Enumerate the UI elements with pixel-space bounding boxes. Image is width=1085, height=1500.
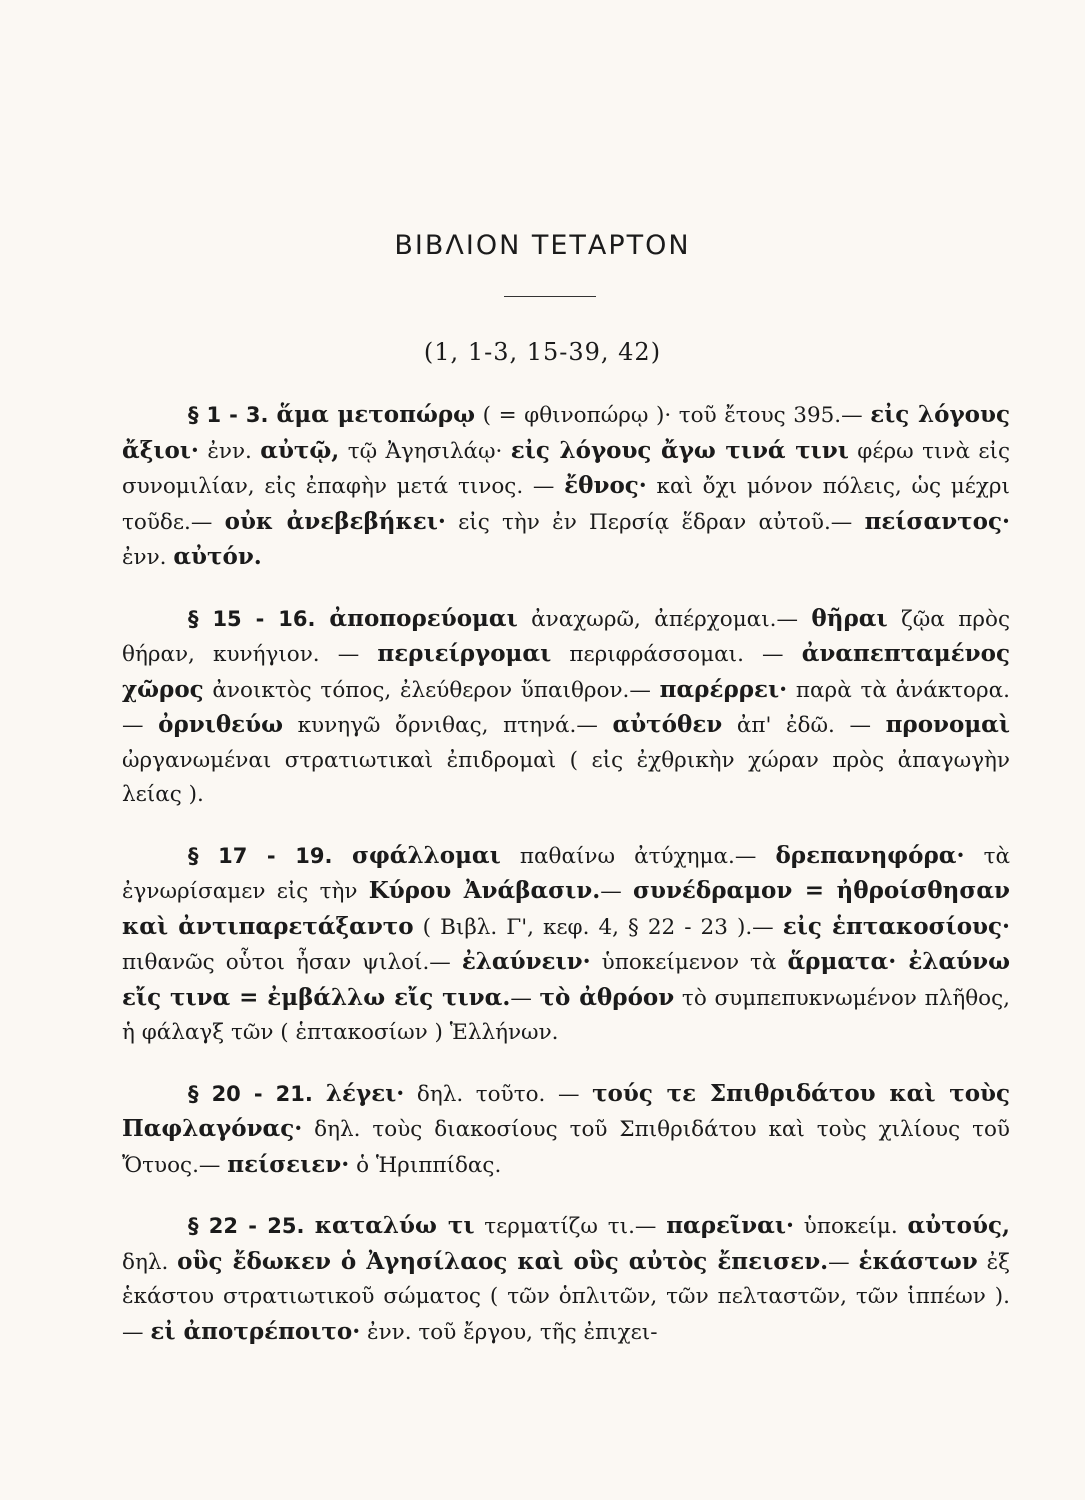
- lemma-term: παρεῖναι·: [666, 1212, 794, 1239]
- book-title: ΒΙΒΛΙΟΝ ΤΕΤΑΡΤΟΝ: [394, 230, 691, 261]
- gloss-text: ἐνν.: [198, 438, 261, 464]
- commentary-paragraph: [122, 839, 1010, 1051]
- lemma-term: αὐτῷ,: [260, 436, 340, 464]
- gloss-text: ἐνν. τοῦ ἔργου, τῆς ἐπιχει-: [360, 1319, 658, 1345]
- lemma-term: αὐτόθεν: [612, 711, 723, 738]
- lemma-term: οὐκ ἀνεβεβήκει·: [224, 507, 446, 535]
- lemma-term: εἰ ἀποτρέποιτο·: [150, 1317, 361, 1345]
- section-ref: § 20 - 21.: [188, 1081, 326, 1106]
- gloss-text: δηλ.: [122, 1249, 178, 1275]
- lemma-term: καταλύω τι: [314, 1212, 475, 1239]
- lemma-term: εἰς λόγους ἄξιοι·: [122, 401, 1010, 464]
- commentary-paragraph: [122, 398, 1010, 576]
- lemma-term: τὸ ἀθρόον: [539, 983, 675, 1011]
- lemma-term: ὀρνιθεύω: [158, 711, 284, 738]
- section-ref: § 15 - 16.: [188, 606, 330, 631]
- gloss-text: ἀναχωρῶ, ἀπέρχομαι.—: [517, 606, 812, 632]
- section-ref: § 22 - 25.: [188, 1214, 315, 1238]
- lemma-term: εἰς λόγους ἄγω τινά τινι: [510, 436, 849, 464]
- gloss-text: περιφράσσομαι. —: [551, 642, 802, 667]
- lemma-term: προνομαὶ: [885, 711, 1010, 738]
- gloss-text: ἀνοικτὸς τόπος, ἐλεύθερον ὕπαιθρον.—: [203, 677, 660, 703]
- gloss-text: ἐνν.: [122, 545, 174, 570]
- lemma-term: ἔθνος·: [564, 472, 647, 499]
- lemma-term: λέγει·: [325, 1079, 405, 1107]
- gloss-text: παρὰ τὰ ἀνάκτορα.—: [122, 677, 1010, 738]
- lemma-term: δρεπανηφόρα·: [775, 841, 965, 869]
- section-ref: § 17 - 19.: [188, 843, 353, 868]
- lemma-term: αὐτούς,: [907, 1212, 1010, 1239]
- commentary-paragraph: [122, 1209, 1010, 1350]
- lemma-term: παρέρρει·: [659, 675, 788, 703]
- section-ref: § 1 - 3.: [188, 403, 277, 427]
- gloss-text: τὰ ἐγνωρίσαμεν εἰς τὴν: [122, 843, 1010, 904]
- gloss-text: ἐξ ἑκάστου στρατιωτικοῦ σώματος ( τῶν ὁπλιτῶν, τῶν πελταστῶν, τῶν ἱππέων ).—: [122, 1249, 1010, 1345]
- lemma-term: ἀποπορεύομαι: [329, 604, 518, 632]
- gloss-text: ( Βιβλ. Γ', κεφ. 4, § 22 - 23 ).—: [413, 914, 783, 940]
- lemma-term: συνέδραμον = ἠθροίσθησαν καὶ ἀντιπαρετάξαντο: [122, 877, 1010, 940]
- gloss-text: φέρω τινὰ εἰς συνομιλίαν, εἰς ἐπαφὴν μετά τινος. —: [122, 438, 1010, 499]
- lemma-term: οὓς ἔδωκεν ὁ Ἀγησίλαος καὶ οὓς αὐτὸς ἔπεισεν.: [177, 1247, 829, 1275]
- gloss-text: πιθανῶς οὗτοι ἦσαν ψιλοί.—: [122, 950, 462, 975]
- gloss-text: —: [510, 985, 540, 1011]
- gloss-text: καὶ ὄχι μόνον πόλεις, ὡς μέχρι τοῦδε.—: [122, 474, 1010, 535]
- lemma-term: σφάλλομαι: [352, 841, 501, 869]
- gloss-text: ( = φθινοπώρῳ )· τοῦ ἔτους 395.—: [475, 403, 871, 428]
- lemma-term: τούς τε Σπιθριδάτου καὶ τοὺς Παφλαγόνας·: [122, 1079, 1010, 1142]
- lemma-term: εἰς ἑπτακοσίους·: [782, 912, 1011, 940]
- commentary-paragraph: [122, 1077, 1010, 1184]
- lemma-term: θῆραι: [811, 604, 888, 632]
- gloss-text: ζῷα πρὸς θήραν, κυνήγιον. —: [122, 606, 1010, 667]
- commentary-paragraph: [122, 602, 1010, 813]
- gloss-text: ὑποκείμενον τὰ: [590, 950, 788, 975]
- lemma-term: Κύρου Ἀνάβασιν.: [368, 877, 601, 904]
- lemma-term: ἅμα μετοπώρῳ: [276, 401, 476, 428]
- lemma-term: ἑκάστων: [858, 1247, 978, 1275]
- lemma-term: ἐλαύνειν·: [461, 948, 591, 975]
- lemma-term: ἅρματα· ἐλαύνω εἴς τινα = ἐμβάλλω εἴς τινα.: [122, 948, 1011, 1011]
- chapter-scope: (1, 1-3, 15-39, 42): [423, 338, 662, 366]
- gloss-text: τῷ Ἀγησιλάῳ·: [339, 438, 511, 464]
- gloss-text: τὸ συμπεπυκνωμένον πλῆθος, ἡ φάλαγξ τῶν ( ἑπτακοσίων ) Ἑλλήνων.: [122, 985, 1010, 1045]
- lemma-term: περιείργομαι: [377, 640, 552, 667]
- gloss-text: δηλ. τοῦτο. —: [404, 1081, 593, 1107]
- gloss-text: ὠργανωμέναι στρατιωτικαὶ ἐπιδρομαὶ ( εἰς ἐχθρικὴν χώραν πρὸς ἀπαγωγὴν λείας ).: [122, 747, 1010, 807]
- gloss-text: κυνηγῶ ὄρνιθας, πτηνά.—: [283, 713, 613, 738]
- gloss-text: ὑποκείμ.: [793, 1214, 908, 1239]
- gloss-text: —: [600, 879, 634, 904]
- gloss-text: —: [828, 1249, 859, 1275]
- lemma-term: αὐτόν.: [173, 543, 262, 570]
- title-divider: [504, 296, 596, 297]
- gloss-text: παθαίνω ἀτύχημα.—: [500, 843, 776, 869]
- lemma-term: πείσειεν·: [227, 1150, 350, 1178]
- gloss-text: ἀπ' ἐδῶ. —: [722, 713, 886, 738]
- gloss-text: εἰς τὴν ἐν Περσίᾳ ἕδραν αὐτοῦ.—: [445, 509, 865, 535]
- gloss-text: ὁ Ἡριππίδας.: [349, 1152, 502, 1178]
- lemma-term: ἀναπεπταμένος χῶρος: [122, 640, 1010, 703]
- gloss-text: δηλ. τοὺς διακοσίους τοῦ Σπιθριδάτου καὶ τοὺς χιλίους τοῦ Ὄτυος.—: [122, 1117, 1010, 1178]
- lemma-term: πείσαντος·: [864, 507, 1010, 535]
- gloss-text: τερματίζω τι.—: [474, 1214, 667, 1239]
- commentary-body: [122, 398, 1010, 1376]
